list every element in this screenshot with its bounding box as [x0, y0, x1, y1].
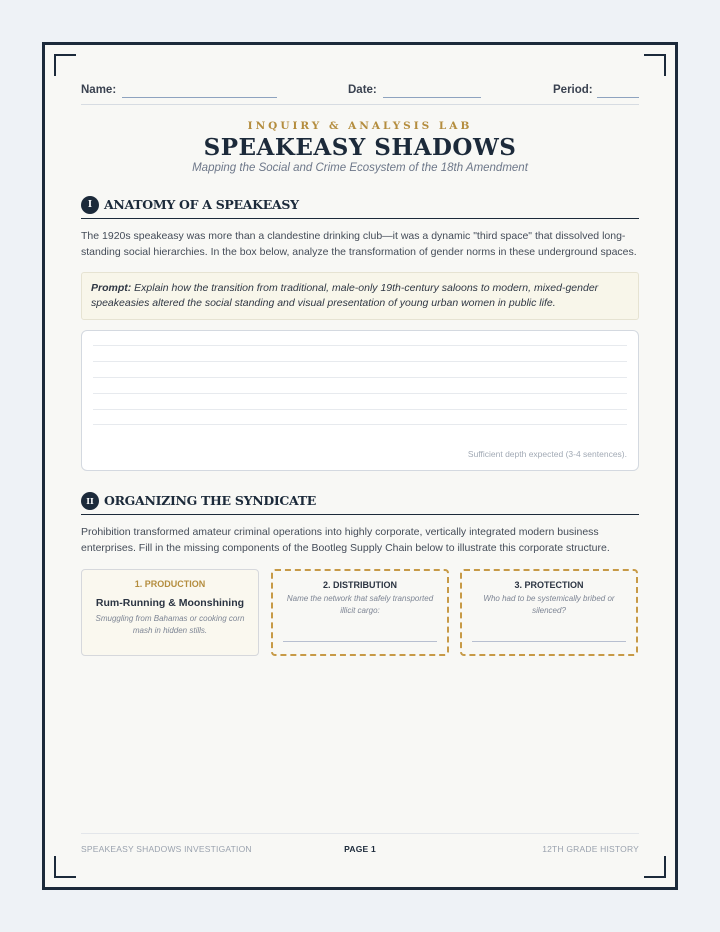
answer-hint: Sufficient depth expected (3-4 sentences).	[467, 449, 627, 459]
corner-mark-top-right	[644, 54, 666, 76]
section-1-header	[81, 194, 639, 219]
answer-line	[93, 409, 627, 410]
answer-line	[93, 424, 627, 425]
card-note-line-1: Smuggling from Bahamas or cooking corn	[95, 614, 245, 623]
protection-answer-field[interactable]	[472, 641, 626, 642]
footer-right-text: 12TH GRADE HISTORY	[542, 844, 639, 854]
section-1-number: I	[81, 196, 99, 214]
section-2-number: II	[81, 492, 99, 510]
answer-box[interactable]	[81, 330, 639, 471]
card-note-line-2: silenced?	[532, 606, 566, 615]
section-2-title: ORGANIZING THE SYNDICATE	[104, 493, 316, 508]
card-note-line-1: Who had to be systemically bribed or	[483, 594, 615, 603]
student-info-row	[81, 82, 639, 105]
page-subtitle: Mapping the Social and Crime Ecosystem of the 18th Amendment	[192, 162, 528, 174]
page-number: PAGE 1	[344, 844, 376, 854]
card-note	[283, 593, 437, 617]
card-main-text: Rum-Running & Moonshining	[95, 597, 245, 609]
section-1-intro-line-1: The 1920s speakeasy was more than a clandestine drinking club—it was a dynamic "third space" that dissolved long-	[81, 230, 626, 242]
prompt-label: Prompt:	[91, 282, 132, 294]
card-heading: 2. DISTRIBUTION	[322, 580, 397, 590]
card-note	[472, 593, 626, 617]
prompt-line-1: Explain how the transition from traditional, male-only 19th-century saloons to modern, mixed-gender	[134, 282, 599, 294]
card-note	[92, 613, 248, 637]
supply-chain-card-distribution	[271, 569, 449, 656]
period-field[interactable]	[597, 97, 639, 98]
answer-line	[93, 361, 627, 362]
card-note-line-2: mash in hidden stills.	[132, 626, 208, 635]
date-field[interactable]	[383, 97, 481, 98]
card-heading: 3. PROTECTION	[514, 580, 584, 590]
section-2-intro-line-1: Prohibition transformed amateur criminal operations into highly corporate, vertically integrated modern business	[81, 526, 599, 538]
footer-left-text: SPEAKEASY SHADOWS INVESTIGATION	[81, 844, 252, 854]
supply-chain-card-protection	[460, 569, 638, 656]
section-1-intro-line-2: standing social hierarchies. In the box below, analyze the transformation of gender norms in these underground spaces.	[81, 246, 637, 258]
prompt-box	[81, 272, 639, 320]
section-2-header	[81, 490, 639, 515]
corner-mark-bottom-left	[54, 856, 76, 878]
section-1-intro	[81, 228, 639, 260]
section-1-title: ANATOMY OF A SPEAKEASY	[104, 197, 299, 212]
worksheet-page	[42, 42, 678, 890]
name-field[interactable]	[122, 97, 277, 98]
answer-line	[93, 345, 627, 346]
corner-mark-bottom-right	[644, 856, 666, 878]
page-footer	[81, 833, 639, 864]
supply-chain-card-production	[81, 569, 259, 656]
name-label: Name:	[81, 84, 117, 96]
lab-eyebrow: INQUIRY & ANALYSIS LAB	[247, 120, 473, 132]
section-2-intro-line-2: enterprises. Fill in the missing components of the Bootleg Supply Chain below to illustrate this corporate structure.	[81, 542, 610, 554]
distribution-answer-field[interactable]	[283, 641, 437, 642]
card-heading: 1. PRODUCTION	[134, 579, 206, 589]
period-label: Period:	[553, 84, 593, 96]
card-note-line-1: Name the network that safely transported	[286, 594, 434, 603]
date-label: Date:	[348, 84, 377, 96]
answer-line	[93, 393, 627, 394]
section-2-intro	[81, 524, 639, 556]
answer-line	[93, 377, 627, 378]
prompt-line-2: speakeasies altered the social standing and visual presentation of young urban women in public life.	[91, 297, 556, 309]
corner-mark-top-left	[54, 54, 76, 76]
card-note-line-2: illicit cargo:	[340, 606, 380, 615]
page-title: SPEAKEASY SHADOWS	[203, 134, 517, 161]
